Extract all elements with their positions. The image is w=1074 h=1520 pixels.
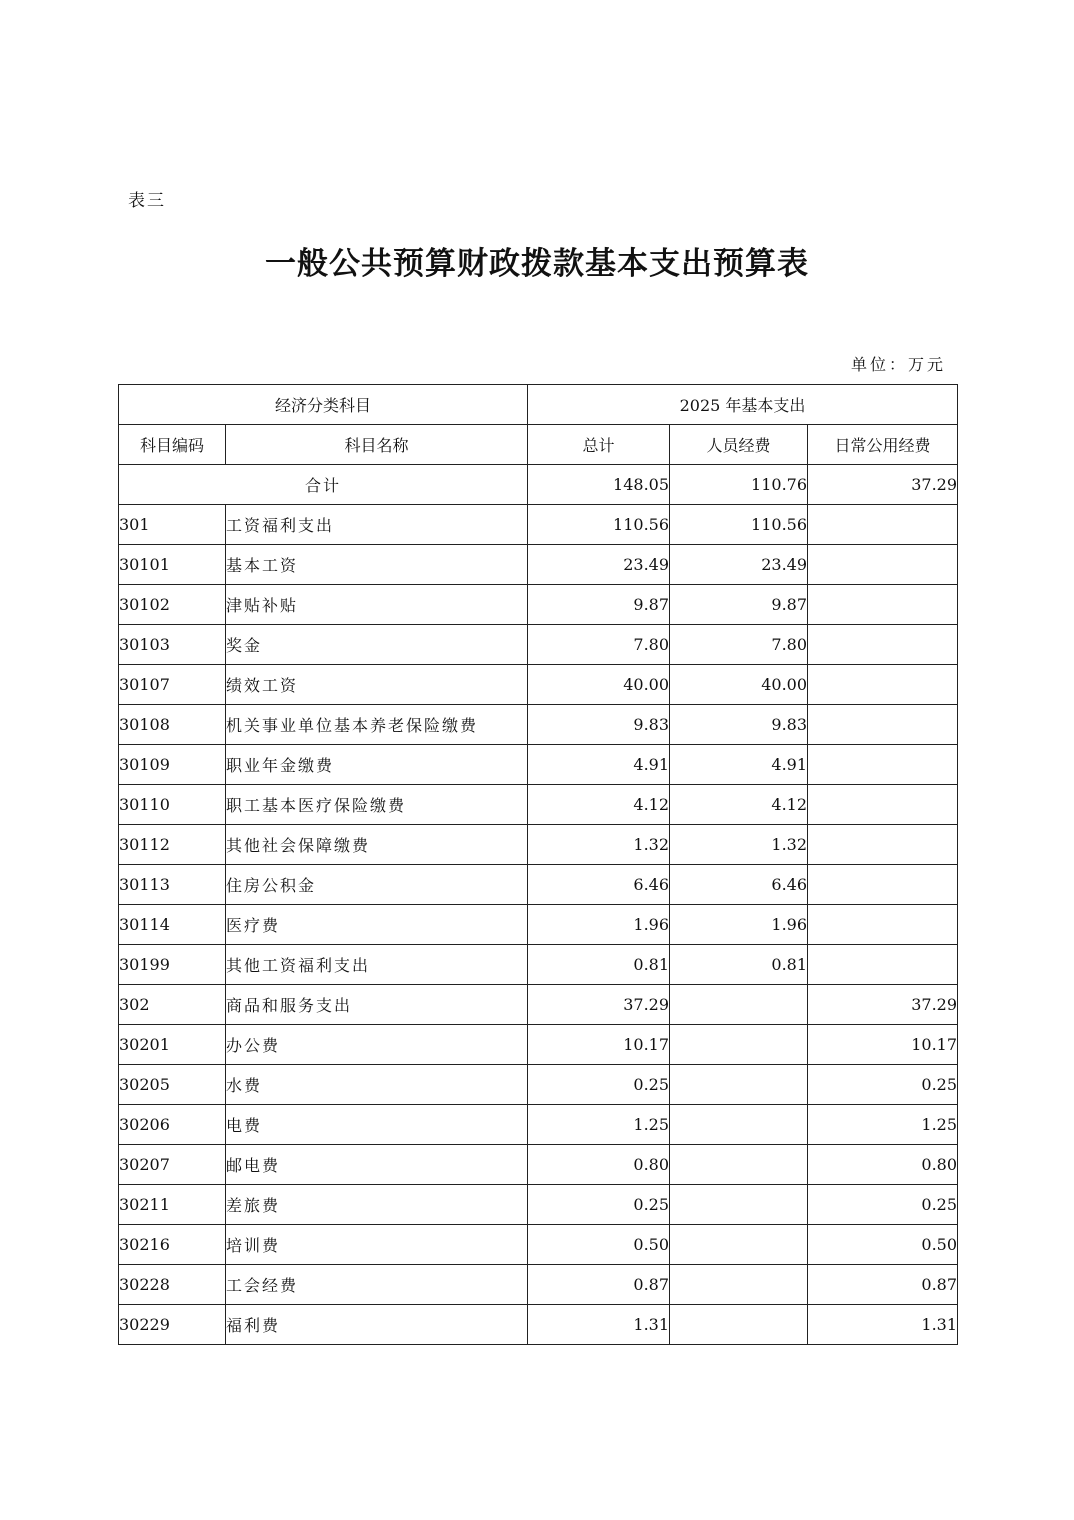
row-personnel: 40.00 <box>670 665 808 705</box>
table-row <box>119 1225 958 1265</box>
row-personnel: 110.56 <box>670 505 808 545</box>
row-name: 奖金 <box>226 625 528 665</box>
row-personnel <box>670 1185 808 1225</box>
row-personnel <box>670 1305 808 1345</box>
table-row <box>119 745 958 785</box>
row-public: 10.17 <box>808 1025 958 1065</box>
row-name: 基本工资 <box>226 545 528 585</box>
table-row <box>119 545 958 585</box>
row-personnel: 0.81 <box>670 945 808 985</box>
row-personnel <box>670 1105 808 1145</box>
total-label: 合计 <box>119 465 528 505</box>
row-personnel <box>670 1225 808 1265</box>
header-total: 总计 <box>528 425 670 465</box>
table-row <box>119 985 958 1025</box>
row-personnel: 9.87 <box>670 585 808 625</box>
row-name: 住房公积金 <box>226 865 528 905</box>
row-code: 30201 <box>119 1025 226 1065</box>
row-code: 30110 <box>119 785 226 825</box>
table-row <box>119 785 958 825</box>
row-code: 30229 <box>119 1305 226 1345</box>
row-public: 0.50 <box>808 1225 958 1265</box>
row-total: 0.25 <box>528 1065 670 1105</box>
row-total: 4.12 <box>528 785 670 825</box>
row-personnel: 4.91 <box>670 745 808 785</box>
row-public: 1.25 <box>808 1105 958 1145</box>
row-code: 30211 <box>119 1185 226 1225</box>
row-personnel: 6.46 <box>670 865 808 905</box>
row-public <box>808 585 958 625</box>
table-row <box>119 665 958 705</box>
row-public <box>808 945 958 985</box>
row-code: 30108 <box>119 705 226 745</box>
table-row <box>119 825 958 865</box>
row-total: 0.25 <box>528 1185 670 1225</box>
table-row <box>119 905 958 945</box>
total-personnel: 110.76 <box>670 465 808 505</box>
row-name: 其他社会保障缴费 <box>226 825 528 865</box>
row-name: 邮电费 <box>226 1145 528 1185</box>
row-total: 110.56 <box>528 505 670 545</box>
table-row <box>119 1065 958 1105</box>
row-public <box>808 785 958 825</box>
table-row <box>119 1025 958 1065</box>
row-code: 301 <box>119 505 226 545</box>
row-public <box>808 505 958 545</box>
row-personnel: 1.96 <box>670 905 808 945</box>
row-public <box>808 705 958 745</box>
row-total: 0.80 <box>528 1145 670 1185</box>
row-code: 30101 <box>119 545 226 585</box>
row-total: 23.49 <box>528 545 670 585</box>
row-code: 30206 <box>119 1105 226 1145</box>
row-name: 电费 <box>226 1105 528 1145</box>
header-personnel: 人员经费 <box>670 425 808 465</box>
row-public <box>808 865 958 905</box>
total-sum: 148.05 <box>528 465 670 505</box>
row-personnel: 4.12 <box>670 785 808 825</box>
header-public: 日常公用经费 <box>808 425 958 465</box>
row-personnel: 7.80 <box>670 625 808 665</box>
total-public: 37.29 <box>808 465 958 505</box>
table-row <box>119 1265 958 1305</box>
row-name: 福利费 <box>226 1305 528 1345</box>
row-total: 4.91 <box>528 745 670 785</box>
row-name: 商品和服务支出 <box>226 985 528 1025</box>
table-label: 表三 <box>128 191 166 211</box>
row-total: 7.80 <box>528 625 670 665</box>
row-name: 差旅费 <box>226 1185 528 1225</box>
row-name: 培训费 <box>226 1225 528 1265</box>
total-row <box>119 465 958 505</box>
row-code: 30216 <box>119 1225 226 1265</box>
table-row <box>119 865 958 905</box>
row-public: 0.80 <box>808 1145 958 1185</box>
row-personnel: 9.83 <box>670 705 808 745</box>
row-total: 1.31 <box>528 1305 670 1345</box>
row-personnel <box>670 1065 808 1105</box>
row-public <box>808 545 958 585</box>
header-basic-expenditure: 2025 年基本支出 <box>528 385 958 425</box>
row-code: 30228 <box>119 1265 226 1305</box>
row-public <box>808 745 958 785</box>
table-row <box>119 945 958 985</box>
header-row-columns <box>119 425 958 465</box>
row-code: 30114 <box>119 905 226 945</box>
row-name: 办公费 <box>226 1025 528 1065</box>
row-personnel <box>670 1025 808 1065</box>
row-public <box>808 625 958 665</box>
row-name: 医疗费 <box>226 905 528 945</box>
row-total: 0.81 <box>528 945 670 985</box>
row-name: 绩效工资 <box>226 665 528 705</box>
row-code: 30103 <box>119 625 226 665</box>
table-row <box>119 1305 958 1345</box>
row-total: 37.29 <box>528 985 670 1025</box>
row-name: 水费 <box>226 1065 528 1105</box>
row-total: 1.32 <box>528 825 670 865</box>
row-name: 工资福利支出 <box>226 505 528 545</box>
header-name: 科目名称 <box>226 425 528 465</box>
row-code: 30205 <box>119 1065 226 1105</box>
header-code: 科目编码 <box>119 425 226 465</box>
row-total: 10.17 <box>528 1025 670 1065</box>
table-row <box>119 1105 958 1145</box>
row-personnel <box>670 1265 808 1305</box>
page-title: 一般公共预算财政拨款基本支出预算表 <box>265 246 809 282</box>
row-total: 0.87 <box>528 1265 670 1305</box>
row-name: 职业年金缴费 <box>226 745 528 785</box>
header-row-group <box>119 385 958 425</box>
row-total: 1.25 <box>528 1105 670 1145</box>
row-total: 9.83 <box>528 705 670 745</box>
row-total: 1.96 <box>528 905 670 945</box>
row-total: 40.00 <box>528 665 670 705</box>
row-name: 工会经费 <box>226 1265 528 1305</box>
row-total: 9.87 <box>528 585 670 625</box>
row-personnel: 1.32 <box>670 825 808 865</box>
row-total: 6.46 <box>528 865 670 905</box>
row-code: 30113 <box>119 865 226 905</box>
row-public: 0.25 <box>808 1185 958 1225</box>
row-code: 30199 <box>119 945 226 985</box>
row-total: 0.50 <box>528 1225 670 1265</box>
table-row <box>119 505 958 545</box>
row-code: 30102 <box>119 585 226 625</box>
row-personnel <box>670 985 808 1025</box>
row-name: 职工基本医疗保险缴费 <box>226 785 528 825</box>
table-row <box>119 625 958 665</box>
row-name: 津贴补贴 <box>226 585 528 625</box>
row-public: 37.29 <box>808 985 958 1025</box>
table-row <box>119 585 958 625</box>
row-public <box>808 825 958 865</box>
header-economic-classification: 经济分类科目 <box>119 385 528 425</box>
row-public <box>808 905 958 945</box>
row-public: 0.25 <box>808 1065 958 1105</box>
table-row <box>119 705 958 745</box>
row-code: 30109 <box>119 745 226 785</box>
row-code: 30107 <box>119 665 226 705</box>
table-row <box>119 1145 958 1185</box>
row-code: 30207 <box>119 1145 226 1185</box>
row-public: 1.31 <box>808 1305 958 1345</box>
row-name: 其他工资福利支出 <box>226 945 528 985</box>
row-personnel <box>670 1145 808 1185</box>
table-row <box>119 1185 958 1225</box>
row-code: 302 <box>119 985 226 1025</box>
row-public <box>808 665 958 705</box>
row-name: 机关事业单位基本养老保险缴费 <box>226 705 528 745</box>
row-public: 0.87 <box>808 1265 958 1305</box>
row-personnel: 23.49 <box>670 545 808 585</box>
row-code: 30112 <box>119 825 226 865</box>
unit-label: 单位：万元 <box>850 355 946 374</box>
budget-table <box>118 384 958 1345</box>
